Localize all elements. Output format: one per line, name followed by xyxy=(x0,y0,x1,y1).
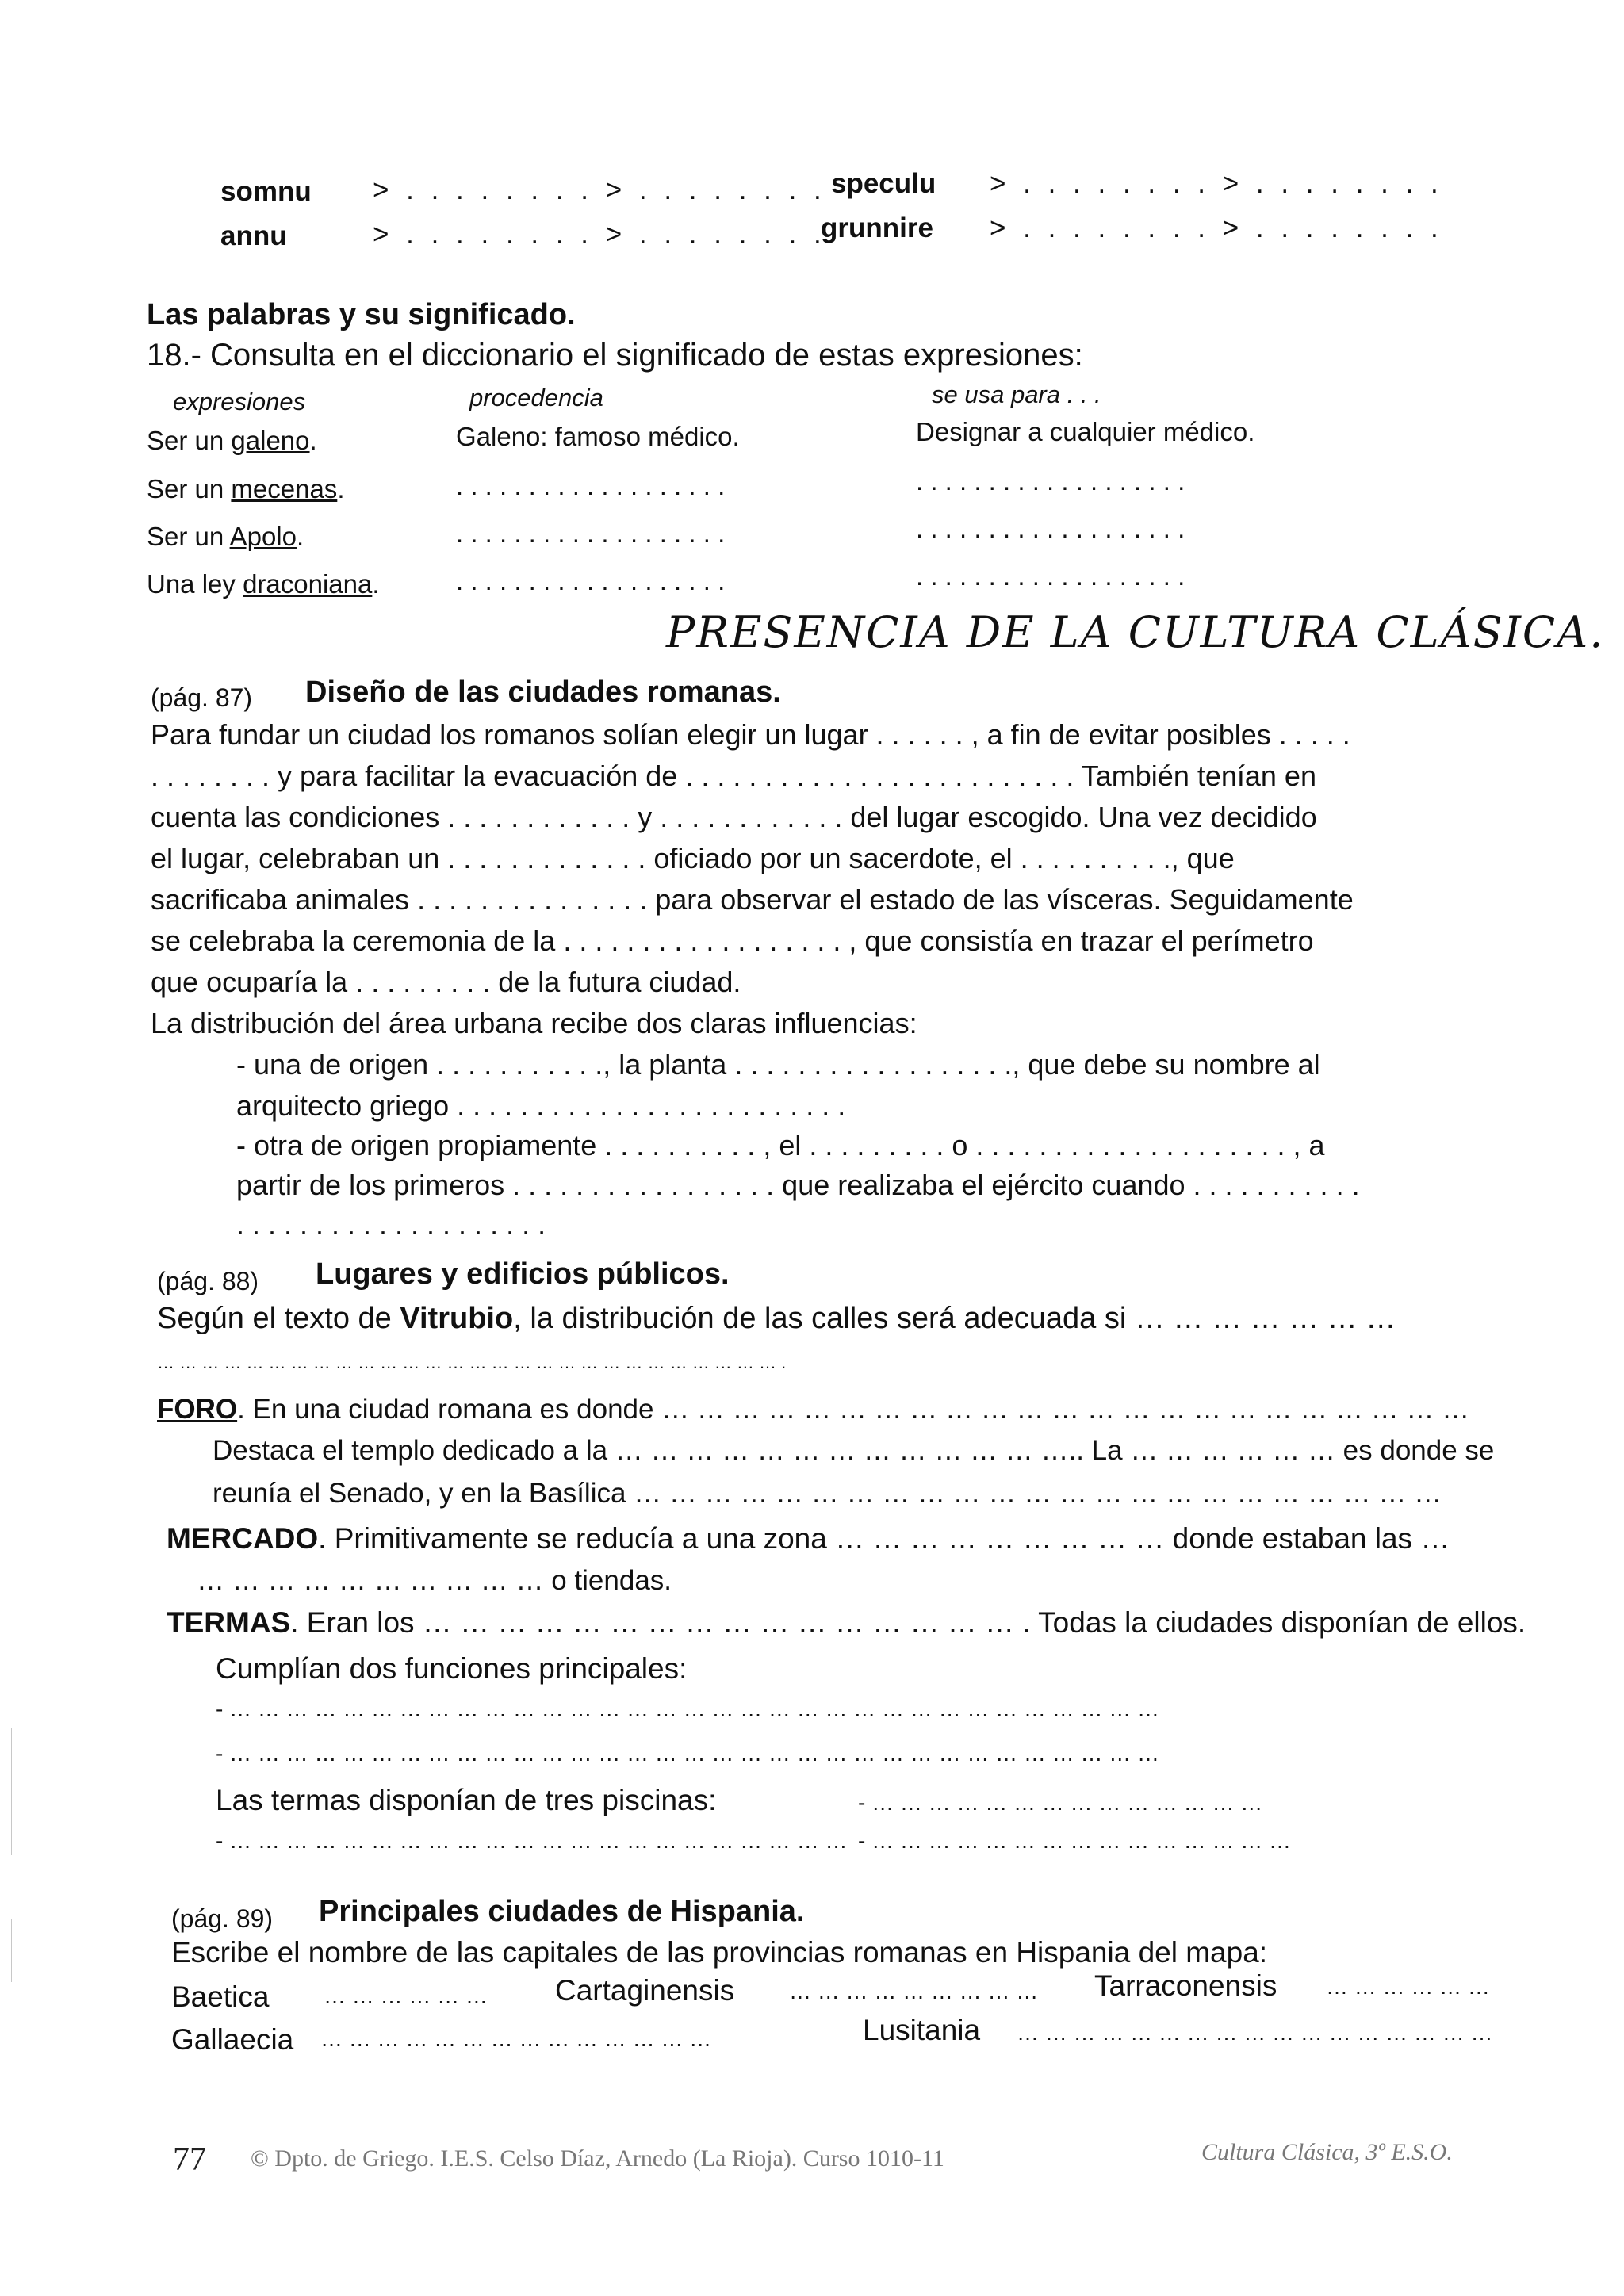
fill-in-line: … … … … … … … … … … … … … … … … … … … … … … … … … … … … . xyxy=(157,1353,787,1372)
evolution-word: somnu xyxy=(220,176,312,207)
evolution-word: annu xyxy=(220,220,287,251)
expression-prefix: Ser un xyxy=(147,426,232,455)
fill-in-line: que ocuparía la . . . . . . . . . de la futura ciudad. xyxy=(151,966,741,998)
page-reference: (pág. 89) xyxy=(171,1904,274,1933)
section-heading: Las palabras y su significado. xyxy=(147,298,576,331)
page-number: 77 xyxy=(173,2141,206,2178)
usage-blank: . . . . . . . . . . . . . . . . . . . xyxy=(916,466,1185,496)
evolution-blank: > . . . . . . . . > . . . . . . . . xyxy=(990,168,1443,199)
foro-text: . En una ciudad romana es donde … … … … … … … … … … … … … … … … … … … … … … … xyxy=(237,1394,1470,1425)
province-name: Cartaginensis xyxy=(555,1974,735,2007)
expression-suffix: . xyxy=(337,474,345,503)
scan-artifact xyxy=(11,1919,12,1982)
fill-in-line: sacrificaba animales . . . . . . . . . . . . . . . para observar el estado de las vísceras. Seguidamente xyxy=(151,883,1354,916)
origin-blank: . . . . . . . . . . . . . . . . . . . xyxy=(456,471,726,500)
fill-in-line: - una de origen . . . . . . . . . . ., la planta . . . . . . . . . . . . . . . . . ., que debe su nombre al xyxy=(236,1048,1320,1081)
column-header: procedencia xyxy=(469,384,603,411)
fill-in-line: La distribución del área urbana recibe dos claras influencias: xyxy=(151,1007,917,1039)
column-header: expresiones xyxy=(173,388,306,415)
vitruvio-text: Según el texto de xyxy=(157,1302,400,1335)
fill-in-line: - otra de origen propiamente . . . . . . . . . . , el . . . . . . . . . o . . . . . . . . . . . . . . . . . . . . , a xyxy=(236,1129,1325,1161)
answer-blank: … … … … … … xyxy=(1326,1974,1490,1999)
column-header: se usa para . . . xyxy=(932,381,1101,408)
expression-word: mecenas xyxy=(231,474,338,503)
answer-blank: … … … … … … … … … … … … … … … … … xyxy=(1017,2020,1493,2045)
expression-word: Apolo xyxy=(229,522,297,551)
answer-blank: - … … … … … … … … … … … … … … … … … … … … … … … … … … … … … … … … … xyxy=(216,1741,1160,1766)
section-heading: Principales ciudades de Hispania. xyxy=(319,1895,805,1928)
fill-in-line: . . . . . . . . . . . . . . . . . . . . xyxy=(236,1208,546,1241)
origin-blank: . . . . . . . . . . . . . . . . . . . xyxy=(456,566,726,595)
answer-blank: - … … … … … … … … … … … … … … xyxy=(858,1790,1263,1815)
expression-prefix: Ser un xyxy=(147,474,232,503)
answer-blank: - … … … … … … … … … … … … … … … … … … … … … … xyxy=(216,1828,848,1853)
province-name: Tarraconensis xyxy=(1094,1969,1277,2002)
answer-blank: … … … … … … … … … … … … … … xyxy=(320,2026,712,2051)
instruction-text: Escribe el nombre de las capitales de las provincias romanas en Hispania del mapa: xyxy=(171,1936,1268,1969)
evolution-blank: > . . . . . . . . > . . . . . . . . xyxy=(373,174,826,205)
foro-label: FORO xyxy=(157,1394,238,1425)
main-title: PRESENCIA DE LA CULTURA CLÁSICA. xyxy=(666,607,1605,657)
fill-in-line: el lugar, celebraban un . . . . . . . . . . . . . oficiado por un sacerdote, el . . . . . . . . . ., que xyxy=(151,842,1235,874)
expression-word: galeno xyxy=(231,426,310,455)
mercado-text: . Primitivamente se reducía a una zona … … … … … … … … … donde estaban las … xyxy=(318,1522,1450,1555)
foro-line xyxy=(157,1394,1469,1425)
answer-blank: … … … … … … xyxy=(324,1984,488,2008)
section-heading: Lugares y edificios públicos. xyxy=(316,1257,730,1291)
expression-prefix: Una ley xyxy=(147,569,243,599)
termas-label: TERMAS xyxy=(167,1606,291,1639)
termas-line xyxy=(167,1606,1526,1640)
question-text: 18.- Consulta en el diccionario el significado de estas expresiones: xyxy=(147,338,1083,373)
expression xyxy=(147,426,317,456)
evolution-word: speculu xyxy=(831,168,936,199)
mercado-label: MERCADO xyxy=(167,1522,319,1555)
expression-suffix: . xyxy=(296,522,304,551)
vitruvio-line xyxy=(157,1302,1396,1336)
evolution-blank: > . . . . . . . . > . . . . . . . . xyxy=(990,212,1443,243)
evolution-blank: > . . . . . . . . > . . . . . . . . xyxy=(373,219,826,250)
fill-in-line: cuenta las condiciones . . . . . . . . . . . . y . . . . . . . . . . . . del lugar escogido. Una vez decidido xyxy=(151,801,1317,833)
piscinas-label: Las termas disponían de tres piscinas: xyxy=(216,1784,717,1816)
expression-suffix: . xyxy=(372,569,380,599)
footer-credit: © Dpto. de Griego. I.E.S. Celso Díaz, Arnedo (La Rioja). Curso 1010-11 xyxy=(251,2145,944,2172)
page-reference: (pág. 88) xyxy=(157,1267,259,1295)
vitruvio-text-end: , la distribución de las calles será adecuada si … … … … … … … xyxy=(513,1302,1396,1335)
expression-prefix: Ser un xyxy=(147,522,230,551)
fill-in-line: . . . . . . . . y para facilitar la evacuación de . . . . . . . . . . . . . . . . . . . . . . . . . También tenían en xyxy=(151,760,1316,792)
origin-answer: Galeno: famoso médico. xyxy=(456,422,740,451)
fill-in-line: Cumplían dos funciones principales: xyxy=(216,1652,688,1685)
page-reference: (pág. 87) xyxy=(151,683,253,712)
fill-in-line: partir de los primeros . . . . . . . . . . . . . . . . . que realizaba el ejército cuando . . . . . . . . . . . xyxy=(236,1169,1360,1201)
usage-blank: . . . . . . . . . . . . . . . . . . . xyxy=(916,514,1185,543)
fill-in-line: Destaca el templo dedicado a la … … … … … … … … … … … … ….. La … … … … … … es donde se xyxy=(213,1435,1495,1466)
province-name: Gallaecia xyxy=(171,2023,294,2056)
scan-artifact xyxy=(11,1728,12,1855)
section-heading: Diseño de las ciudades romanas. xyxy=(305,675,781,709)
expression-word: draconiana xyxy=(243,569,373,599)
termas-text: . Eran los … … … … … … … … … … … … … … … … . Todas la ciudades disponían de ellos. xyxy=(290,1606,1526,1639)
expression xyxy=(147,474,344,504)
fill-in-line: reunía el Senado, y en la Basílica … … … … … … … … … … … … … … … … … … … … … … … xyxy=(213,1478,1442,1509)
province-name: Lusitania xyxy=(863,2014,981,2046)
mercado-line xyxy=(167,1522,1450,1556)
expression-suffix: . xyxy=(309,426,317,455)
fill-in-line: Para fundar un ciudad los romanos solían elegir un lugar . . . . . . , a fin de evitar posibles . . . . . xyxy=(151,718,1350,751)
answer-blank: … … … … … … … … … xyxy=(789,1979,1039,2003)
fill-in-line: … … … … … … … … … … o tiendas. xyxy=(197,1565,672,1596)
answer-blank: - … … … … … … … … … … … … … … … xyxy=(858,1828,1292,1853)
expression xyxy=(147,569,380,599)
vitruvio-name: Vitrubio xyxy=(400,1302,514,1335)
usage-answer: Designar a cualquier médico. xyxy=(916,417,1255,446)
fill-in-line: arquitecto griego . . . . . . . . . . . . . . . . . . . . . . . . . xyxy=(236,1089,846,1122)
origin-blank: . . . . . . . . . . . . . . . . . . . xyxy=(456,519,726,548)
fill-in-line: se celebraba la ceremonia de la . . . . . . . . . . . . . . . . . . , que consistía en trazar el perímetro xyxy=(151,924,1314,957)
province-name: Baetica xyxy=(171,1980,270,2013)
answer-blank: - … … … … … … … … … … … … … … … … … … … … … … … … … … … … … … … … … xyxy=(216,1697,1160,1721)
usage-blank: . . . . . . . . . . . . . . . . . . . xyxy=(916,561,1185,591)
expression xyxy=(147,522,304,552)
evolution-word: grunnire xyxy=(821,212,933,243)
footer-course: Cultura Clásica, 3º E.S.O. xyxy=(1201,2139,1453,2165)
